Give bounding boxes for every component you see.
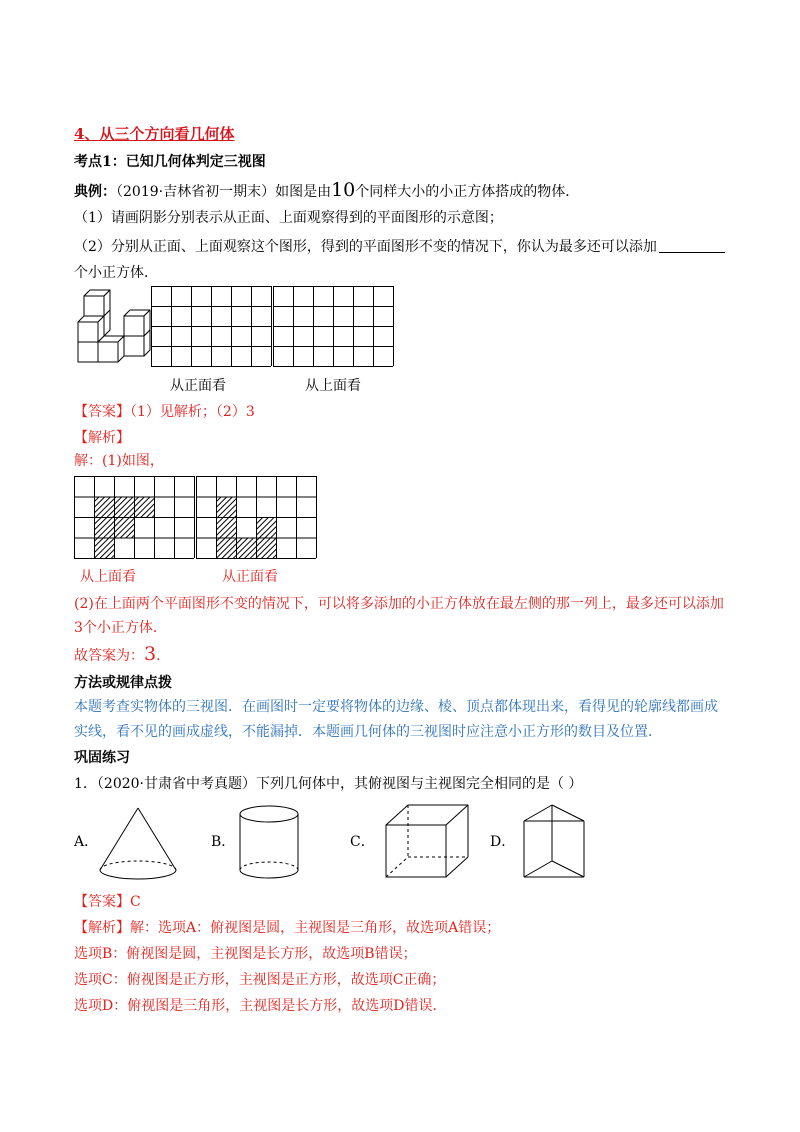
practice-answer-line xyxy=(74,892,141,912)
conclusion-value: 3 xyxy=(144,643,157,665)
cube-icon xyxy=(98,336,124,362)
practice-answer-value: C xyxy=(130,894,141,910)
cone-icon xyxy=(98,806,178,884)
stacked-cubes-figure xyxy=(70,288,152,368)
analysis-label: 【解析】 xyxy=(74,430,130,446)
example-line xyxy=(74,180,579,202)
solution-label-left: 从上面看 xyxy=(80,569,136,585)
example-q2 xyxy=(74,237,725,257)
analysis-conclusion xyxy=(74,644,170,666)
example-number: 10 xyxy=(331,179,356,201)
shaded-cell xyxy=(114,517,134,538)
practice-q1: 1．（2020·甘肃省中考真题）下列几何体中，其俯视图与主视图完全相同的是（ ） xyxy=(74,776,583,792)
shaded-cell xyxy=(216,517,236,538)
top-view-grid xyxy=(273,286,395,366)
practice-analysis-d: 选项D：俯视图是三角形，主视图是长方形，故选项D错误． xyxy=(74,998,447,1014)
example-q2-end: 个小正方体． xyxy=(74,265,158,281)
solution-grid-right xyxy=(196,476,318,560)
cube-icon xyxy=(78,316,104,342)
shaded-cell xyxy=(236,538,256,559)
grid-label-front: 从正面看 xyxy=(170,378,226,394)
answer-blank xyxy=(659,238,725,253)
kaodian-heading: 考点1：已知几何体判定三视图 xyxy=(74,154,266,170)
practice-title: 巩固练习 xyxy=(74,750,130,766)
shaded-cell xyxy=(94,497,114,518)
example-source: （2019·吉林省初一期末）如图是由 xyxy=(116,184,332,200)
shaded-cell xyxy=(216,497,236,518)
shaded-cell xyxy=(216,538,236,559)
cube-icon xyxy=(124,310,150,336)
practice-analysis-c: 选项C：俯视图是正方形，主视图是正方形，故选项C正确； xyxy=(74,972,446,988)
option-c-label: C． xyxy=(350,834,375,850)
triangular-prism-icon xyxy=(522,803,588,881)
practice-analysis-a xyxy=(74,918,500,938)
solution-grid-left xyxy=(74,476,196,560)
cube-icon xyxy=(384,803,470,881)
shaded-cell xyxy=(256,517,276,538)
shaded-cell xyxy=(94,538,114,559)
conclusion-prefix: 故答案为： xyxy=(74,648,144,664)
analysis-step2-line1: (2)在上面两个平面图形不变的情况下，可以将多添加的小正方体放在最左侧的那一列上，最多还可以添加 xyxy=(74,596,724,612)
cube-icon xyxy=(78,342,98,362)
grid-label-top: 从上面看 xyxy=(305,378,361,394)
answer-line xyxy=(74,402,255,422)
front-view-grid xyxy=(151,286,273,366)
example-q1: （1）请画阴影分别表示从正面、上面观察得到的平面图形的示意图； xyxy=(74,210,503,226)
example-q2-text: （2）分别从正面、上面观察这个图形，得到的平面图形不变的情况下，你认为最多还可以添加 xyxy=(74,239,657,255)
method-title: 方法或规律点拨 xyxy=(74,675,172,691)
option-b-label: B． xyxy=(211,834,236,850)
conclusion-suffix: ． xyxy=(156,648,171,664)
answer-label: 【答案】 xyxy=(74,404,130,420)
cylinder-icon xyxy=(238,804,300,882)
answer-text: （1）见解析；（2）3 xyxy=(130,404,255,420)
section-title: 4、从三个方向看几何体 xyxy=(74,125,235,143)
example-rest: 个同样大小的小正方体搭成的物体． xyxy=(355,184,580,200)
practice-analysis-label: 【解析】 xyxy=(74,920,130,936)
cube-icon xyxy=(84,290,110,316)
practice-analysis-a-text: 解：选项A：俯视图是圆，主视图是三角形，故选项A错误； xyxy=(130,920,501,936)
solution-label-right: 从正面看 xyxy=(222,569,278,585)
example-label: 典例： xyxy=(74,184,116,200)
method-line1: 本题考查实物体的三视图．在画图时一定要将物体的边缘、棱、顶点都体现出来，看得见的轮廓线都画成 xyxy=(74,699,718,715)
shaded-cell xyxy=(134,497,154,518)
practice-analysis-b: 选项B：俯视图是圆，主视图是长方形，故选项B错误； xyxy=(74,946,417,962)
shaded-cell xyxy=(256,538,276,559)
shaded-cell xyxy=(94,517,114,538)
practice-answer-label: 【答案】 xyxy=(74,894,130,910)
method-line2: 实线，看不见的画成虚线，不能漏掉．本题画几何体的三视图时应注意小正方形的数目及位置． xyxy=(74,724,662,740)
analysis-step2-line2: 3个小正方体． xyxy=(74,620,167,636)
analysis-step1: 解：(1)如图， xyxy=(74,453,164,469)
option-a-label: A． xyxy=(74,834,99,850)
shaded-cell xyxy=(114,497,134,518)
option-d-label: D． xyxy=(490,834,516,850)
